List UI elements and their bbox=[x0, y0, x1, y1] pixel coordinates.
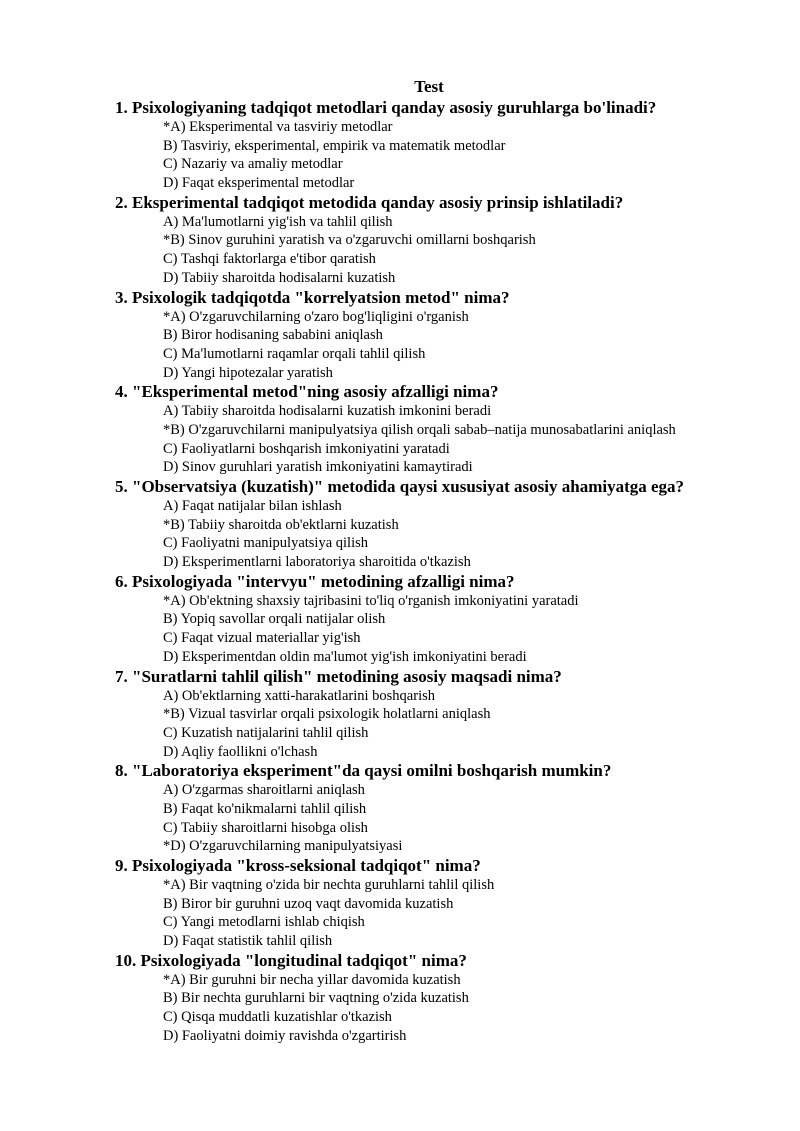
answer-option: D) Eksperimentdan oldin ma'lumot yig'ish imkoniyatini beradi bbox=[163, 648, 527, 665]
answer-option: C) Faoliyatlarni boshqarish imkoniyatini yaratadi bbox=[163, 440, 450, 457]
question-2 bbox=[115, 193, 795, 288]
question-text: 2. Eksperimental tadqiqot metodida qanday asosiy prinsip ishlatiladi? bbox=[115, 192, 624, 212]
answer-option: B) Yopiq savollar orqali natijalar olish bbox=[163, 611, 386, 628]
question-text: 9. Psixologiyada "kross-seksional tadqiqot" nima? bbox=[115, 856, 481, 875]
answer-option: *A) Eksperimental va tasviriy metodlar bbox=[163, 119, 393, 135]
question-8 bbox=[115, 761, 795, 856]
answer-option: C) Yangi metodlarni ishlab chiqish bbox=[163, 914, 365, 931]
answer-option: B) Biror bir guruhni uzoq vaqt davomida kuzatish bbox=[163, 895, 454, 912]
answer-option: C) Kuzatish natijalarini tahlil qilish bbox=[163, 724, 369, 741]
answer-option: *A) Ob'ektning shaxsiy tajribasini to'liq o'rganish imkoniyatini yaratadi bbox=[163, 592, 579, 609]
answer-option: B) Faqat ko'nikmalarni tahlil qilish bbox=[163, 800, 367, 817]
question-3 bbox=[115, 288, 795, 383]
question-text: 3. Psixologik tadqiqotda "korrelyatsion metod" nima? bbox=[115, 287, 510, 307]
answer-option: D) Sinov guruhlari yaratish imkoniyatini kamaytiradi bbox=[163, 459, 473, 476]
answer-option: C) Faqat vizual materiallar yig'ish bbox=[163, 630, 361, 647]
question-7 bbox=[115, 667, 795, 762]
answer-option: *B) Vizual tasvirlar orqali psixologik holatlarni aniqlash bbox=[163, 706, 491, 723]
answer-option: C) Tabiiy sharoitlarni hisobga olish bbox=[163, 819, 368, 836]
answer-option: D) Faqat statistik tahlil qilish bbox=[163, 933, 333, 950]
question-list bbox=[115, 98, 795, 1046]
answer-option: A) Tabiiy sharoitda hodisalarni kuzatish imkonini beradi bbox=[163, 403, 492, 420]
answer-option: D) Faoliyatni doimiy ravishda o'zgartirish bbox=[163, 1027, 407, 1044]
answer-option: A) Faqat natijalar bilan ishlash bbox=[163, 498, 342, 514]
answer-option: A) Ma'lumotlarni yig'ish va tahlil qilish bbox=[163, 213, 393, 230]
answer-option: C) Ma'lumotlarni raqamlar orqali tahlil qilish bbox=[163, 345, 426, 362]
question-text: 10. Psixologiyada "longitudinal tadqiqot" nima? bbox=[115, 950, 467, 970]
page-title: Test bbox=[414, 77, 444, 96]
answer-option: *B) Tabiiy sharoitda ob'ektlarni kuzatish bbox=[163, 516, 399, 533]
answer-option: A) O'zgarmas sharoitlarni aniqlash bbox=[163, 782, 365, 799]
question-5 bbox=[115, 477, 795, 572]
question-text: 8. "Laboratoriya eksperiment"da qaysi omilni boshqarish mumkin? bbox=[115, 761, 612, 781]
answer-option: B) Bir nechta guruhlarni bir vaqtning o'zida kuzatish bbox=[163, 990, 469, 1007]
question-10 bbox=[115, 951, 795, 1046]
question-1 bbox=[115, 98, 795, 193]
question-text: 7. "Suratlarni tahlil qilish" metodining asosiy maqsadi nima? bbox=[115, 666, 562, 686]
answer-option: *D) O'zgaruvchilarning manipulyatsiyasi bbox=[163, 838, 403, 855]
answer-option: D) Eksperimentlarni laboratoriya sharoitida o'tkazish bbox=[163, 554, 471, 571]
answer-option: B) Tasviriy, eksperimental, empirik va matematik metodlar bbox=[163, 137, 506, 154]
answer-option: A) Ob'ektlarning xatti-harakatlarini boshqarish bbox=[163, 687, 435, 704]
answer-option: D) Aqliy faollikni o'lchash bbox=[163, 743, 318, 760]
answer-option: D) Tabiiy sharoitda hodisalarni kuzatish bbox=[163, 269, 396, 286]
answer-option: B) Biror hodisaning sababini aniqlash bbox=[163, 327, 383, 344]
answer-option: *A) O'zgaruvchilarning o'zaro bog'liqligini o'rganish bbox=[163, 308, 469, 325]
question-4 bbox=[115, 382, 795, 477]
answer-option: C) Tashqi faktorlarga e'tibor qaratish bbox=[163, 251, 376, 268]
question-6 bbox=[115, 572, 795, 667]
answer-option: *A) Bir vaqtning o'zida bir nechta guruhlarni tahlil qilish bbox=[163, 877, 495, 893]
answer-option: D) Yangi hipotezalar yaratish bbox=[163, 364, 333, 381]
answer-option: D) Faqat eksperimental metodlar bbox=[163, 175, 355, 192]
question-text: 4. "Eksperimental metod"ning asosiy afzalligi nima? bbox=[115, 382, 499, 402]
question-text: 1. Psixologiyaning tadqiqot metodlari qanday asosiy guruhlarga bo'linadi? bbox=[115, 98, 657, 117]
answer-option: C) Faoliyatni manipulyatsiya qilish bbox=[163, 535, 368, 552]
answer-option: C) Qisqa muddatli kuzatishlar o'tkazish bbox=[163, 1009, 392, 1026]
answer-option: C) Nazariy va amaliy metodlar bbox=[163, 156, 343, 173]
answer-option: *A) Bir guruhni bir necha yillar davomida kuzatish bbox=[163, 971, 461, 988]
question-9 bbox=[115, 856, 795, 951]
answer-option: *B) O'zgaruvchilarni manipulyatsiya qilish orqali sabab–natija munosabatlarini aniqlash bbox=[163, 421, 676, 438]
answer-option: *B) Sinov guruhini yaratish va o'zgaruvchi omillarni boshqarish bbox=[163, 232, 536, 249]
question-text: 6. Psixologiyada "intervyu" metodining afzalligi nima? bbox=[115, 571, 515, 591]
question-text: 5. "Observatsiya (kuzatish)" metodida qaysi xususiyat asosiy ahamiyatga ega? bbox=[115, 477, 685, 496]
